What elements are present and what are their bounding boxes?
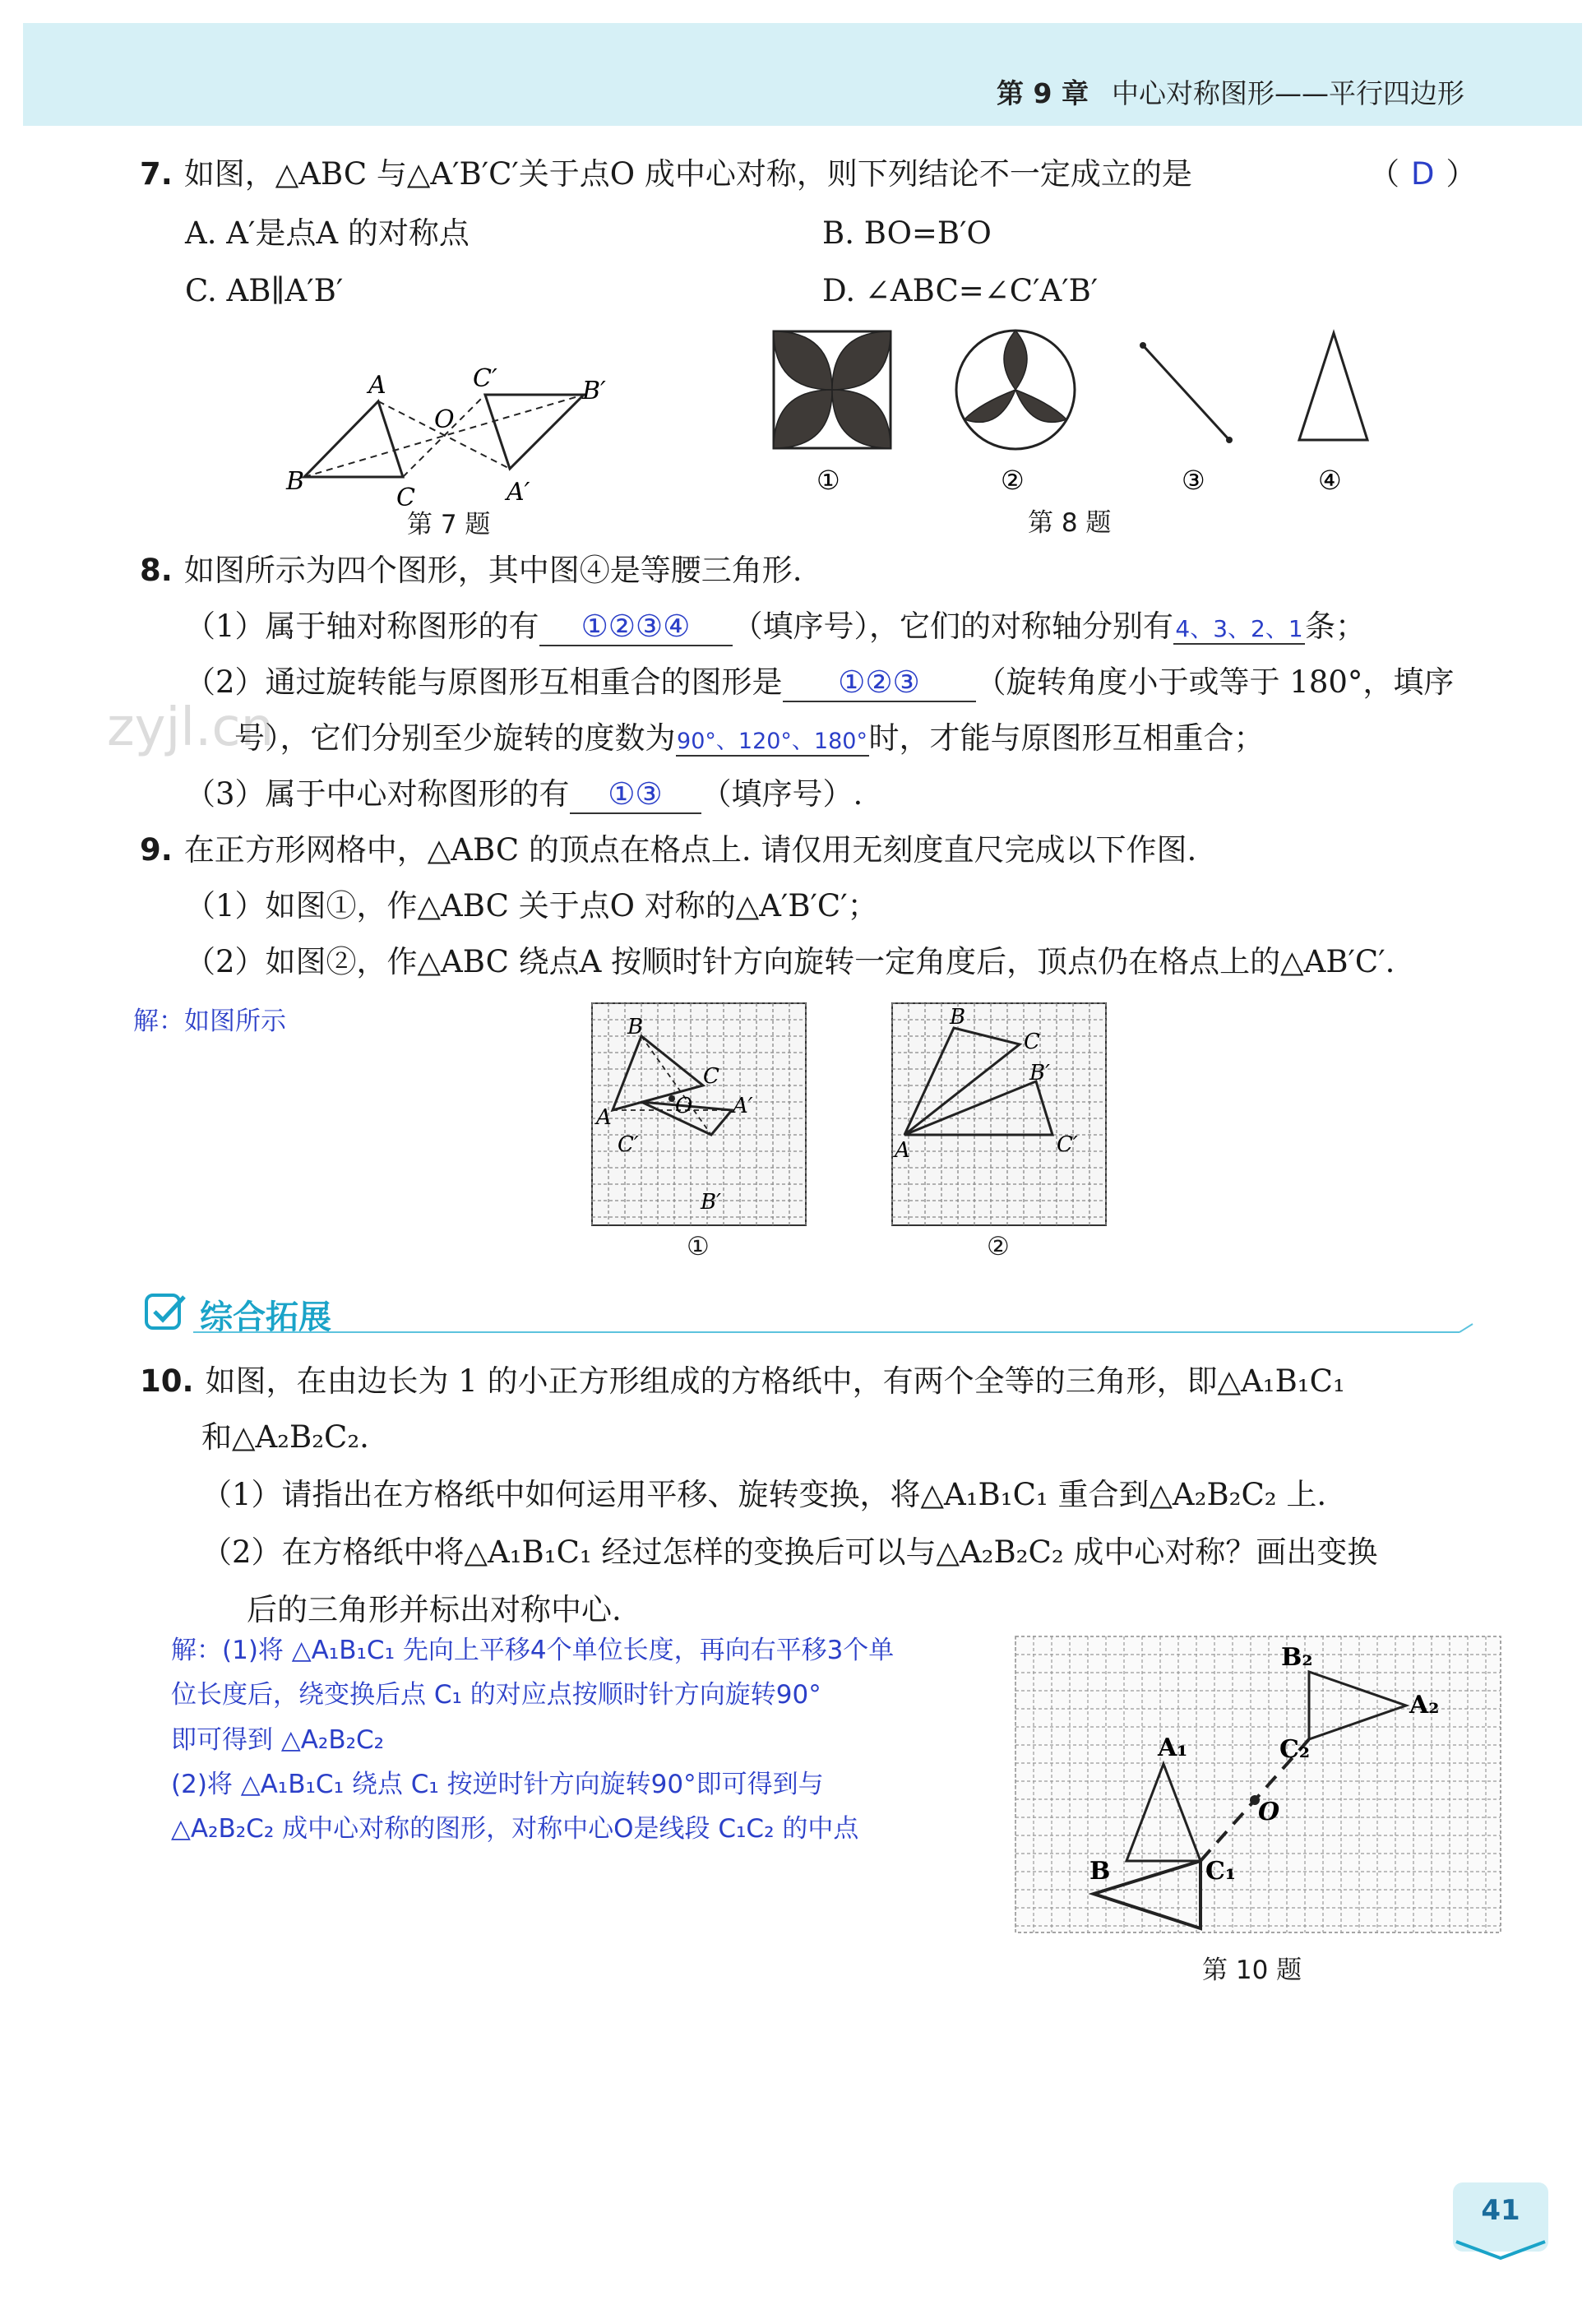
q8-fig-label-1: ① bbox=[817, 465, 840, 496]
q9-figure-1 bbox=[588, 999, 810, 1229]
q10-label-b: B bbox=[1089, 1857, 1111, 1886]
q7-option-d: D. ∠ABC=∠C′A′B′ bbox=[822, 273, 1099, 308]
book-icon bbox=[1453, 2237, 1548, 2261]
q8-p1-post: 条； bbox=[1305, 609, 1367, 644]
q8-figure-2 bbox=[956, 331, 1075, 449]
q7-option-c: C. AB∥A′B′ bbox=[185, 273, 344, 308]
q8-p3-answer: ①③ bbox=[570, 776, 701, 814]
q8-fig-label-4: ④ bbox=[1318, 465, 1342, 496]
q7-paren-close: ） bbox=[1446, 156, 1477, 192]
q10-number: 10. bbox=[140, 1363, 194, 1399]
q9-part1: （1）如图①，作△ABC 关于点O 对称的△A′B′C′； bbox=[185, 888, 878, 923]
q7-label-o: O bbox=[434, 405, 455, 434]
q8-p2-post: （旋转角度小于或等于 180°，填序 bbox=[975, 664, 1455, 700]
q10-part1: （1）请指出在方格纸中如何运用平移、旋转变换，将△A₁B₁C₁ 重合到△A₂B₂C₂ 上. bbox=[201, 1477, 1327, 1512]
chapter-number: 第 9 章 bbox=[997, 77, 1089, 109]
q10-stem-line1 bbox=[140, 1363, 1345, 1400]
q7-paren-open: （ bbox=[1369, 156, 1399, 192]
q9-part2: （2）如图②，作△ABC 绕点A 按顺时针方向旋转一定角度后，顶点仍在格点上的△AB′C′. bbox=[185, 944, 1395, 979]
q9-fig1-label-a: A bbox=[596, 1105, 612, 1130]
q8-p3-pre: （3）属于中心对称图形的有 bbox=[185, 776, 570, 812]
q9-stem bbox=[140, 832, 1196, 868]
q9-fig2-label-cp: C′ bbox=[1057, 1132, 1078, 1157]
page-number: 41 bbox=[1481, 2194, 1520, 2227]
q9-stem-text: 在正方形网格中，△ABC 的顶点在格点上. 请仅用无刻度直尺完成以下作图. bbox=[183, 832, 1197, 868]
q10-solution-line-2: 位长度后，绕变换后点 C₁ 的对应点按顺时针方向旋转90° bbox=[171, 1680, 821, 1710]
q8-p2-answer: ①②③ bbox=[783, 664, 976, 702]
q7-option-b: B. BO=B′O bbox=[822, 215, 992, 251]
q8-caption: 第 8 题 bbox=[1028, 508, 1112, 538]
q8-p1-answer2: 4、3、2、1 bbox=[1173, 615, 1305, 645]
q9-solution: 解：如图所示 bbox=[133, 1007, 286, 1036]
q8-p3-post: （填序号）. bbox=[701, 776, 863, 812]
q9-figure-2 bbox=[888, 999, 1110, 1229]
section-underline bbox=[193, 1316, 1476, 1340]
q10-label-o: O bbox=[1258, 1798, 1280, 1826]
q8-p2-line2-post: 时，才能与原图形互相重合； bbox=[868, 720, 1265, 756]
q8-p1-pre: （1）属于轴对称图形的有 bbox=[185, 609, 539, 644]
q7-label-cp: C′ bbox=[473, 364, 497, 393]
q8-number: 8. bbox=[140, 553, 173, 588]
q9-fig2-caption: ② bbox=[987, 1232, 1010, 1261]
section-title: 综合拓展 bbox=[200, 1298, 331, 1336]
q7-label-ap: A′ bbox=[507, 478, 530, 507]
q8-figures bbox=[769, 325, 1427, 506]
q8-stem-text: 如图所示为四个图形，其中图④是等腰三角形. bbox=[183, 553, 803, 588]
q7-figure bbox=[271, 354, 641, 510]
watermark: zyjl.cn bbox=[107, 697, 275, 758]
q7-triangle-abc bbox=[304, 401, 403, 477]
q10-stem-text: 如图，在由边长为 1 的小正方形组成的方格纸中，有两个全等的三角形，即△A₁B₁C₁ bbox=[205, 1363, 1345, 1399]
q8-part2-line2 bbox=[234, 720, 1265, 757]
q10-solution-line-1: 解：(1)将 △A₁B₁C₁ 先向上平移4个单位长度，再向右平移3个单 bbox=[171, 1636, 895, 1665]
q10-label-a2: A₂ bbox=[1409, 1691, 1440, 1719]
q9-fig1-label-bp: B′ bbox=[701, 1190, 722, 1215]
q8-p2-line2-pre: 号），它们分别至少旋转的度数为 bbox=[234, 720, 676, 756]
q8-part3 bbox=[185, 776, 863, 814]
q10-solution-line-4: (2)将 △A₁B₁C₁ 绕点 C₁ 按逆时针方向旋转90°即可得到与 bbox=[171, 1769, 824, 1799]
q8-p1-mid: （填序号），它们的对称轴分别有 bbox=[732, 609, 1174, 644]
q7-triangle-apbpcp bbox=[485, 395, 584, 469]
q8-part2 bbox=[185, 664, 1454, 702]
q8-fig-label-3: ③ bbox=[1182, 465, 1205, 496]
q10-stem-line2: 和△A₂B₂C₂. bbox=[201, 1419, 369, 1455]
q9-fig1-label-b: B bbox=[627, 1015, 644, 1039]
q10-label-a1: A₁ bbox=[1158, 1733, 1188, 1762]
q9-fig1-label-o: O bbox=[675, 1094, 693, 1118]
q9-fig1-label-c: C bbox=[703, 1064, 719, 1089]
q9-fig2-label-bp: B′ bbox=[1029, 1061, 1051, 1085]
checklist-icon bbox=[141, 1289, 191, 1338]
q8-part1 bbox=[185, 609, 1366, 646]
q8-p2-answer2: 90°、120°、180° bbox=[676, 729, 869, 757]
q7-stem bbox=[140, 156, 1192, 192]
q10-solution-line-5: △A₂B₂C₂ 成中心对称的图形，对称中心O是线段 C₁C₂ 的中点 bbox=[171, 1814, 859, 1844]
q8-p2-pre: （2）通过旋转能与原图形互相重合的图形是 bbox=[185, 664, 783, 700]
q9-fig2-label-b: B bbox=[950, 1005, 966, 1030]
q10-solution-line-3: 即可得到 △A₂B₂C₂ bbox=[171, 1724, 385, 1755]
q7-answer-paren bbox=[1369, 156, 1477, 192]
q7-option-a: A. A′是点A 的对称点 bbox=[185, 215, 470, 251]
q10-label-b2: B₂ bbox=[1281, 1643, 1313, 1672]
q8-stem bbox=[140, 553, 803, 589]
q7-stem-text: 如图，△ABC 与△A′B′C′关于点O 成中心对称，则下列结论不一定成立的是 bbox=[183, 156, 1192, 192]
q10-solution bbox=[171, 1628, 894, 1851]
q8-figure-4 bbox=[1299, 333, 1367, 440]
q7-label-b: B bbox=[286, 467, 305, 496]
q7-label-c: C bbox=[396, 484, 415, 510]
q7-label-a: A bbox=[368, 371, 386, 400]
q10-label-c1: C₁ bbox=[1205, 1857, 1237, 1886]
chapter-header bbox=[997, 72, 1464, 111]
q9-number: 9. bbox=[140, 832, 173, 868]
q7-number: 7. bbox=[140, 156, 173, 192]
q7-caption: 第 7 题 bbox=[407, 510, 491, 539]
q7-label-bp: B′ bbox=[582, 377, 606, 405]
q7-answer: D bbox=[1411, 156, 1435, 192]
q10-figure bbox=[1011, 1632, 1505, 1937]
q9-fig2-label-c: C bbox=[1024, 1030, 1040, 1054]
q8-figure-3 bbox=[1140, 342, 1233, 443]
q8-p1-answer: ①②③④ bbox=[539, 609, 733, 646]
q10-caption: 第 10 题 bbox=[1202, 1956, 1302, 1985]
q9-fig1-label-ap: A′ bbox=[733, 1094, 753, 1118]
chapter-title: 中心对称图形——平行四边形 bbox=[1112, 77, 1464, 109]
q9-fig2-label-a: A bbox=[895, 1138, 910, 1163]
q10-part2-line1: （2）在方格纸中将△A₁B₁C₁ 经过怎样的变换后可以与△A₂B₂C₂ 成中心对称？画出变换 bbox=[201, 1534, 1378, 1570]
q8-fig-label-2: ② bbox=[1001, 465, 1025, 496]
q9-fig1-caption: ① bbox=[687, 1232, 710, 1261]
q8-figure-1 bbox=[774, 331, 891, 448]
q10-part2-line2: 后的三角形并标出对称中心. bbox=[247, 1592, 622, 1627]
q9-fig1-label-cp: C′ bbox=[618, 1132, 639, 1157]
q10-label-c2: C₂ bbox=[1279, 1735, 1311, 1764]
